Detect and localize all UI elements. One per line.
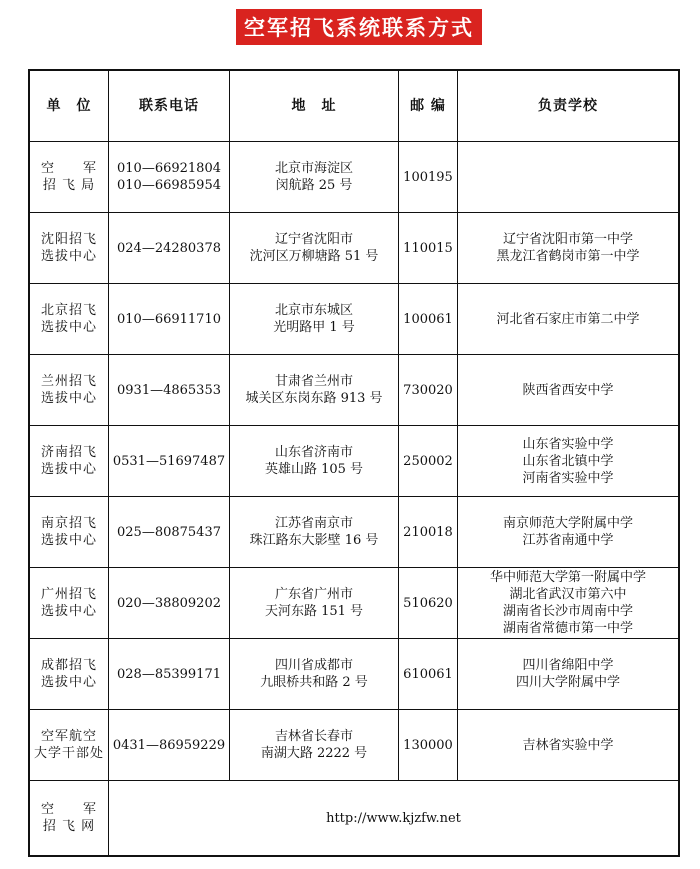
address-cell-line: 四川省成都市 — [274, 658, 353, 673]
unit-cell — [29, 213, 109, 284]
unit-cell — [29, 426, 109, 497]
column-header-address: 地 址 — [230, 70, 399, 142]
zip-cell: 730020 — [399, 355, 458, 426]
schools-cell-line: 南京师范大学附属中学 — [502, 516, 633, 531]
address-cell — [230, 213, 399, 284]
address-cell-line: 珠江路东大影壁 16 号 — [249, 533, 379, 548]
unit-cell-line: 选拔中心 — [40, 604, 97, 619]
address-cell — [230, 142, 399, 213]
address-cell — [230, 284, 399, 355]
schools-cell-line: 湖南省长沙市周南中学 — [502, 604, 633, 619]
phone-cell-line: 0931—4865353 — [117, 382, 221, 398]
phone-cell — [109, 497, 230, 568]
unit-cell-line: 选拔中心 — [40, 462, 97, 477]
schools-cell-line: 华中师范大学第一附属中学 — [489, 570, 646, 585]
footer-unit-line: 招 飞 网 — [42, 819, 96, 834]
phone-cell — [109, 142, 230, 213]
address-cell-line: 英雄山路 105 号 — [264, 462, 364, 477]
address-cell-line: 甘肃省兰州市 — [274, 374, 353, 389]
phone-cell — [109, 284, 230, 355]
table-row — [29, 142, 679, 213]
address-cell-line: 城关区东岗东路 913 号 — [245, 391, 383, 406]
schools-cell-line: 山东省实验中学 — [522, 436, 614, 452]
schools-cell-line: 湖南省常德市第一中学 — [502, 621, 633, 636]
unit-cell-line: 选拔中心 — [40, 533, 97, 548]
unit-cell-line: 广州招飞 — [40, 587, 97, 602]
schools-cell-line: 湖北省武汉市第六中 — [509, 587, 627, 602]
schools-cell-line: 山东省北镇中学 — [522, 453, 614, 469]
phone-cell-line: 0531—51697487 — [112, 453, 226, 469]
schools-cell-line: 陕西省西安中学 — [522, 382, 614, 398]
unit-cell — [29, 710, 109, 781]
address-cell-line: 吉林省长春市 — [274, 729, 353, 744]
table-row — [29, 213, 679, 284]
schools-cell-line: 四川大学附属中学 — [515, 675, 620, 690]
schools-cell — [458, 568, 680, 639]
schools-cell-line: 江苏省南通中学 — [522, 533, 614, 548]
address-cell — [230, 497, 399, 568]
unit-cell-line: 大学干部处 — [33, 746, 104, 761]
phone-cell — [109, 213, 230, 284]
unit-cell — [29, 639, 109, 710]
unit-cell-line: 成都招飞 — [40, 658, 97, 673]
table-body — [29, 142, 679, 781]
table-row — [29, 426, 679, 497]
zip-cell: 130000 — [399, 710, 458, 781]
unit-cell-line: 济南招飞 — [40, 445, 97, 460]
address-cell-line: 九眼桥共和路 2 号 — [260, 675, 368, 690]
footer-unit-cell — [29, 781, 109, 857]
schools-cell-line: 辽宁省沈阳市第一中学 — [502, 232, 633, 247]
website-url: http://www.kjzfw.net — [326, 810, 461, 826]
phone-cell-line: 028—85399171 — [117, 666, 221, 682]
zip-cell: 250002 — [399, 426, 458, 497]
column-header-phone: 联系电话 — [109, 70, 230, 142]
schools-cell — [458, 355, 680, 426]
schools-cell-line: 黑龙江省鹤岗市第一中学 — [496, 249, 640, 264]
address-cell-line: 辽宁省沈阳市 — [274, 232, 353, 247]
address-cell — [230, 710, 399, 781]
zip-cell: 210018 — [399, 497, 458, 568]
table-row — [29, 568, 679, 639]
unit-cell-line: 空 军 — [40, 161, 97, 176]
unit-cell — [29, 355, 109, 426]
unit-cell — [29, 568, 109, 639]
address-cell — [230, 355, 399, 426]
unit-cell-line: 招 飞 局 — [42, 178, 96, 193]
phone-cell — [109, 426, 230, 497]
address-cell — [230, 426, 399, 497]
schools-cell-line: 河北省石家庄市第二中学 — [496, 311, 640, 327]
table-row — [29, 355, 679, 426]
column-header-schools: 负责学校 — [458, 70, 680, 142]
zip-cell: 110015 — [399, 213, 458, 284]
zip-cell: 610061 — [399, 639, 458, 710]
unit-cell-line: 选拔中心 — [40, 675, 97, 690]
phone-cell-line: 025—80875437 — [117, 524, 221, 540]
column-header-unit: 单 位 — [29, 70, 109, 142]
phone-cell — [109, 568, 230, 639]
phone-cell-line: 024—24280378 — [117, 240, 221, 256]
address-cell-line: 沈河区万柳塘路 51 号 — [249, 249, 379, 264]
unit-cell-line: 兰州招飞 — [40, 374, 97, 389]
schools-cell — [458, 639, 680, 710]
schools-cell — [458, 497, 680, 568]
unit-cell — [29, 142, 109, 213]
footer-url-cell — [109, 781, 680, 857]
address-cell-line: 山东省济南市 — [274, 445, 353, 460]
unit-cell-line: 南京招飞 — [40, 516, 97, 531]
column-header-zip: 邮 编 — [399, 70, 458, 142]
phone-cell — [109, 355, 230, 426]
table-row — [29, 284, 679, 355]
contact-table — [28, 69, 680, 857]
schools-cell — [458, 142, 680, 213]
address-cell-line: 北京市海淀区 — [274, 161, 353, 176]
address-cell-line: 闵航路 25 号 — [275, 178, 353, 193]
table-row — [29, 710, 679, 781]
zip-cell: 100061 — [399, 284, 458, 355]
table-header-row — [29, 70, 679, 142]
unit-cell-line: 选拔中心 — [40, 249, 97, 264]
schools-cell — [458, 284, 680, 355]
address-cell-line: 江苏省南京市 — [274, 516, 353, 531]
phone-cell-line: 010—66921804 — [117, 161, 221, 176]
address-cell — [230, 639, 399, 710]
schools-cell-line: 四川省绵阳中学 — [522, 658, 614, 673]
table-row — [29, 639, 679, 710]
zip-cell: 100195 — [399, 142, 458, 213]
footer-row — [29, 781, 679, 857]
unit-cell — [29, 284, 109, 355]
schools-cell-line: 吉林省实验中学 — [522, 737, 614, 753]
phone-cell-line: 0431—86959229 — [112, 737, 226, 753]
schools-cell — [458, 710, 680, 781]
zip-cell: 510620 — [399, 568, 458, 639]
schools-cell — [458, 426, 680, 497]
unit-cell-line: 空军航空 — [40, 729, 97, 744]
page-title: 空军招飞系统联系方式 — [236, 9, 482, 45]
phone-cell — [109, 710, 230, 781]
phone-cell-line: 020—38809202 — [117, 595, 221, 611]
unit-cell-line: 选拔中心 — [40, 320, 97, 335]
unit-cell — [29, 497, 109, 568]
phone-cell — [109, 639, 230, 710]
phone-cell-line: 010—66911710 — [117, 311, 221, 327]
unit-cell-line: 选拔中心 — [40, 391, 97, 406]
schools-cell-line: 河南省实验中学 — [522, 470, 614, 486]
address-cell-line: 南湖大路 2222 号 — [260, 746, 368, 761]
footer-unit-line: 空 军 — [40, 802, 97, 817]
address-cell-line: 天河东路 151 号 — [264, 604, 364, 619]
address-cell-line: 光明路甲 1 号 — [273, 320, 355, 335]
schools-cell — [458, 213, 680, 284]
address-cell-line: 北京市东城区 — [274, 303, 353, 318]
unit-cell-line: 北京招飞 — [40, 303, 97, 318]
table-row — [29, 497, 679, 568]
phone-cell-line: 010—66985954 — [117, 178, 221, 193]
unit-cell-line: 沈阳招飞 — [40, 232, 97, 247]
address-cell — [230, 568, 399, 639]
address-cell-line: 广东省广州市 — [274, 587, 353, 602]
